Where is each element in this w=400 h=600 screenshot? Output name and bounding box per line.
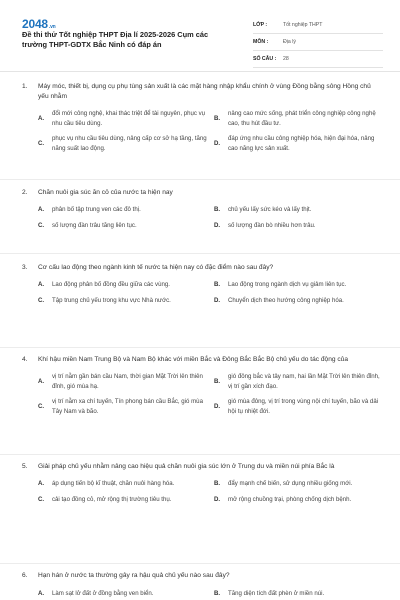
option-a[interactable]: [38, 372, 212, 391]
answer-options: [38, 205, 382, 231]
question-divider: [0, 454, 400, 455]
option-letter: D.: [214, 402, 221, 410]
option-text: số lượng đàn trâu tăng liên tục.: [52, 222, 137, 230]
meta-value: 28: [283, 56, 289, 62]
option-text: Tập trung chủ yếu trong khu vực Nhà nước.: [52, 297, 171, 305]
site-logo[interactable]: [22, 17, 56, 31]
option-letter: B.: [214, 114, 221, 122]
option-letter: A.: [38, 114, 45, 122]
option-d[interactable]: [214, 221, 384, 231]
question-text: Cơ cấu lao động theo ngành kinh tế nước ta hiện nay có đặc điểm nào sau đây?: [38, 264, 274, 271]
question-divider: [0, 253, 400, 254]
option-letter: A.: [38, 480, 45, 488]
option-text: nâng cao mức sống, phát triển công nghiệp công nghệ cao, thu hút đầu tư.: [228, 110, 376, 127]
question-text: Giải pháp chủ yếu nhằm nâng cao hiệu quả chăn nuôi gia súc lớn ở Trung du và miền núi phía Bắc là: [38, 463, 335, 470]
option-letter: D.: [214, 496, 221, 504]
question-2: [22, 188, 382, 231]
answer-options: [38, 372, 382, 416]
option-d[interactable]: [214, 495, 384, 505]
option-text: gió đông bắc và tây nam, hai lần Mặt Trời lên thiên đỉnh, vị trí gần xích đạo.: [228, 373, 380, 390]
question-text: Máy móc, thiết bị, dụng cụ phụ tùng sản xuất là các mặt hàng nhập khẩu chính ở vùng Đồng bằng sông Hồng chủ yếu nhằm: [38, 83, 371, 100]
option-letter: B.: [214, 480, 221, 488]
meta-label: MÔN :: [253, 39, 269, 45]
page-header: [0, 0, 400, 68]
question-stem: [22, 263, 382, 273]
option-a[interactable]: [38, 479, 212, 489]
option-c[interactable]: [38, 221, 212, 231]
question-number: 2.: [22, 189, 28, 196]
question-5: [22, 462, 382, 505]
option-text: phân bố tập trung ven các đô thị.: [52, 206, 141, 214]
option-letter: A.: [38, 206, 45, 214]
option-text: gió mùa đông, vị trí trong vùng nội chí tuyến, bão và dải hội tụ nhiệt đới.: [228, 398, 379, 415]
exam-title: Đề thi thử Tốt nghiệp THPT Địa lí 2025-2026 Cụm các trường THPT-GDTX Bắc Ninh có đáp án: [22, 30, 209, 49]
question-stem: [22, 462, 382, 472]
option-text: Làm sạt lở đất ở đồng bằng ven biển.: [52, 590, 154, 598]
option-b[interactable]: [214, 109, 384, 128]
option-letter: C.: [38, 297, 45, 305]
option-text: cải tạo đồng cỏ, mở rộng thị trường tiêu thụ.: [52, 496, 172, 504]
question-divider: [0, 563, 400, 564]
question-number: 1.: [22, 83, 28, 90]
question-4: [22, 355, 382, 416]
option-text: Tăng diện tích đất phèn ở miền núi.: [228, 590, 325, 598]
answer-options: [38, 280, 382, 306]
answer-options: [38, 479, 382, 505]
question-number: 5.: [22, 463, 28, 470]
header-divider: [0, 71, 400, 72]
option-letter: A.: [38, 281, 45, 289]
option-a[interactable]: [38, 109, 212, 128]
question-divider: [0, 179, 400, 180]
option-text: Lao động trong ngành dịch vụ giảm liên tục.: [228, 281, 347, 289]
question-stem: [22, 355, 382, 365]
option-text: áp dụng tiến bộ kĩ thuật, chăn nuôi hàng hóa.: [52, 480, 175, 488]
question-divider: [0, 347, 400, 348]
option-b[interactable]: [214, 280, 384, 290]
option-text: Lao động phân bố đồng đều giữa các vùng.: [52, 281, 170, 289]
question-stem: [22, 188, 382, 198]
option-b[interactable]: [214, 479, 384, 489]
option-text: Chuyển dịch theo hướng công nghiệp hóa.: [228, 297, 344, 305]
meta-row-class: [253, 17, 383, 34]
option-c[interactable]: [38, 495, 212, 505]
answer-options: [38, 109, 382, 153]
option-d[interactable]: [214, 397, 384, 416]
option-text: phục vụ nhu cầu tiêu dùng, nâng cấp cơ sở hạ tầng, tăng năng suất lao động.: [52, 135, 207, 152]
option-text: vị trí nằm xa chí tuyến, Tín phong bán cầu Bắc, gió mùa Tây Nam và bão.: [52, 398, 203, 415]
option-text: đẩy mạnh chế biến, sử dụng nhiều giống mới.: [228, 480, 353, 488]
option-letter: B.: [214, 281, 221, 289]
exam-meta: [253, 17, 383, 68]
question-text: Chăn nuôi gia súc ăn cỏ của nước ta hiện nay: [38, 189, 173, 196]
option-letter: D.: [214, 139, 221, 147]
option-letter: C.: [38, 222, 45, 230]
meta-value: Địa lý: [283, 39, 296, 45]
option-text: đổi mới công nghệ, khai thác triệt để tài nguyên, phục vụ nhu cầu tiêu dùng.: [52, 110, 206, 127]
option-a[interactable]: [38, 280, 212, 290]
question-text: Khí hậu miền Nam Trung Bộ và Nam Bộ khác với miền Bắc và Đông Bắc Bắc Bộ chủ yếu do tác động của: [38, 356, 348, 363]
option-text: đáp ứng nhu cầu công nghiệp hóa, hiện đại hóa, nâng cao năng lực sản xuất.: [228, 135, 375, 152]
option-b[interactable]: [214, 589, 384, 599]
option-letter: D.: [214, 222, 221, 230]
meta-row-subject: [253, 34, 383, 51]
option-a[interactable]: [38, 205, 212, 215]
option-text: số lượng đàn bò nhiều hơn trâu.: [228, 222, 316, 230]
question-text: Hạn hán ở nước ta thường gây ra hậu quả chủ yếu nào sau đây?: [38, 572, 230, 579]
question-stem: [22, 82, 382, 102]
option-d[interactable]: [214, 296, 384, 306]
option-letter: D.: [214, 297, 221, 305]
option-letter: A.: [38, 377, 45, 385]
option-letter: C.: [38, 139, 45, 147]
meta-value: Tốt nghiệp THPT: [283, 22, 323, 28]
meta-row-count: [253, 51, 383, 68]
question-6: [22, 571, 382, 599]
option-c[interactable]: [38, 397, 212, 416]
meta-label: SỐ CÂU :: [253, 56, 277, 62]
question-number: 3.: [22, 264, 28, 271]
option-b[interactable]: [214, 372, 384, 391]
option-a[interactable]: [38, 589, 212, 599]
option-letter: C.: [38, 496, 45, 504]
option-letter: B.: [214, 377, 221, 385]
question-number: 6.: [22, 572, 28, 579]
option-text: mở rộng chuồng trại, phòng chống dịch bệnh.: [228, 496, 352, 504]
meta-label: LỚP :: [253, 22, 268, 28]
question-3: [22, 263, 382, 306]
logo-text: 2048: [22, 17, 48, 31]
option-c[interactable]: [38, 296, 212, 306]
answer-options: [38, 589, 382, 599]
option-letter: B.: [214, 590, 221, 598]
option-letter: B.: [214, 206, 221, 214]
option-text: vị trí nằm gần bán cầu Nam, thời gian Mặt Trời lên thiên đỉnh, gió mùa hạ.: [52, 373, 203, 390]
option-letter: C.: [38, 402, 45, 410]
question-stem: [22, 571, 382, 581]
question-number: 4.: [22, 356, 28, 363]
logo-suffix: .vn: [48, 24, 56, 30]
option-letter: A.: [38, 590, 45, 598]
question-1: [22, 82, 382, 153]
option-d[interactable]: [214, 134, 384, 153]
option-c[interactable]: [38, 134, 212, 153]
option-b[interactable]: [214, 205, 384, 215]
option-text: chủ yếu lấy sức kéo và lấy thịt.: [228, 206, 312, 214]
